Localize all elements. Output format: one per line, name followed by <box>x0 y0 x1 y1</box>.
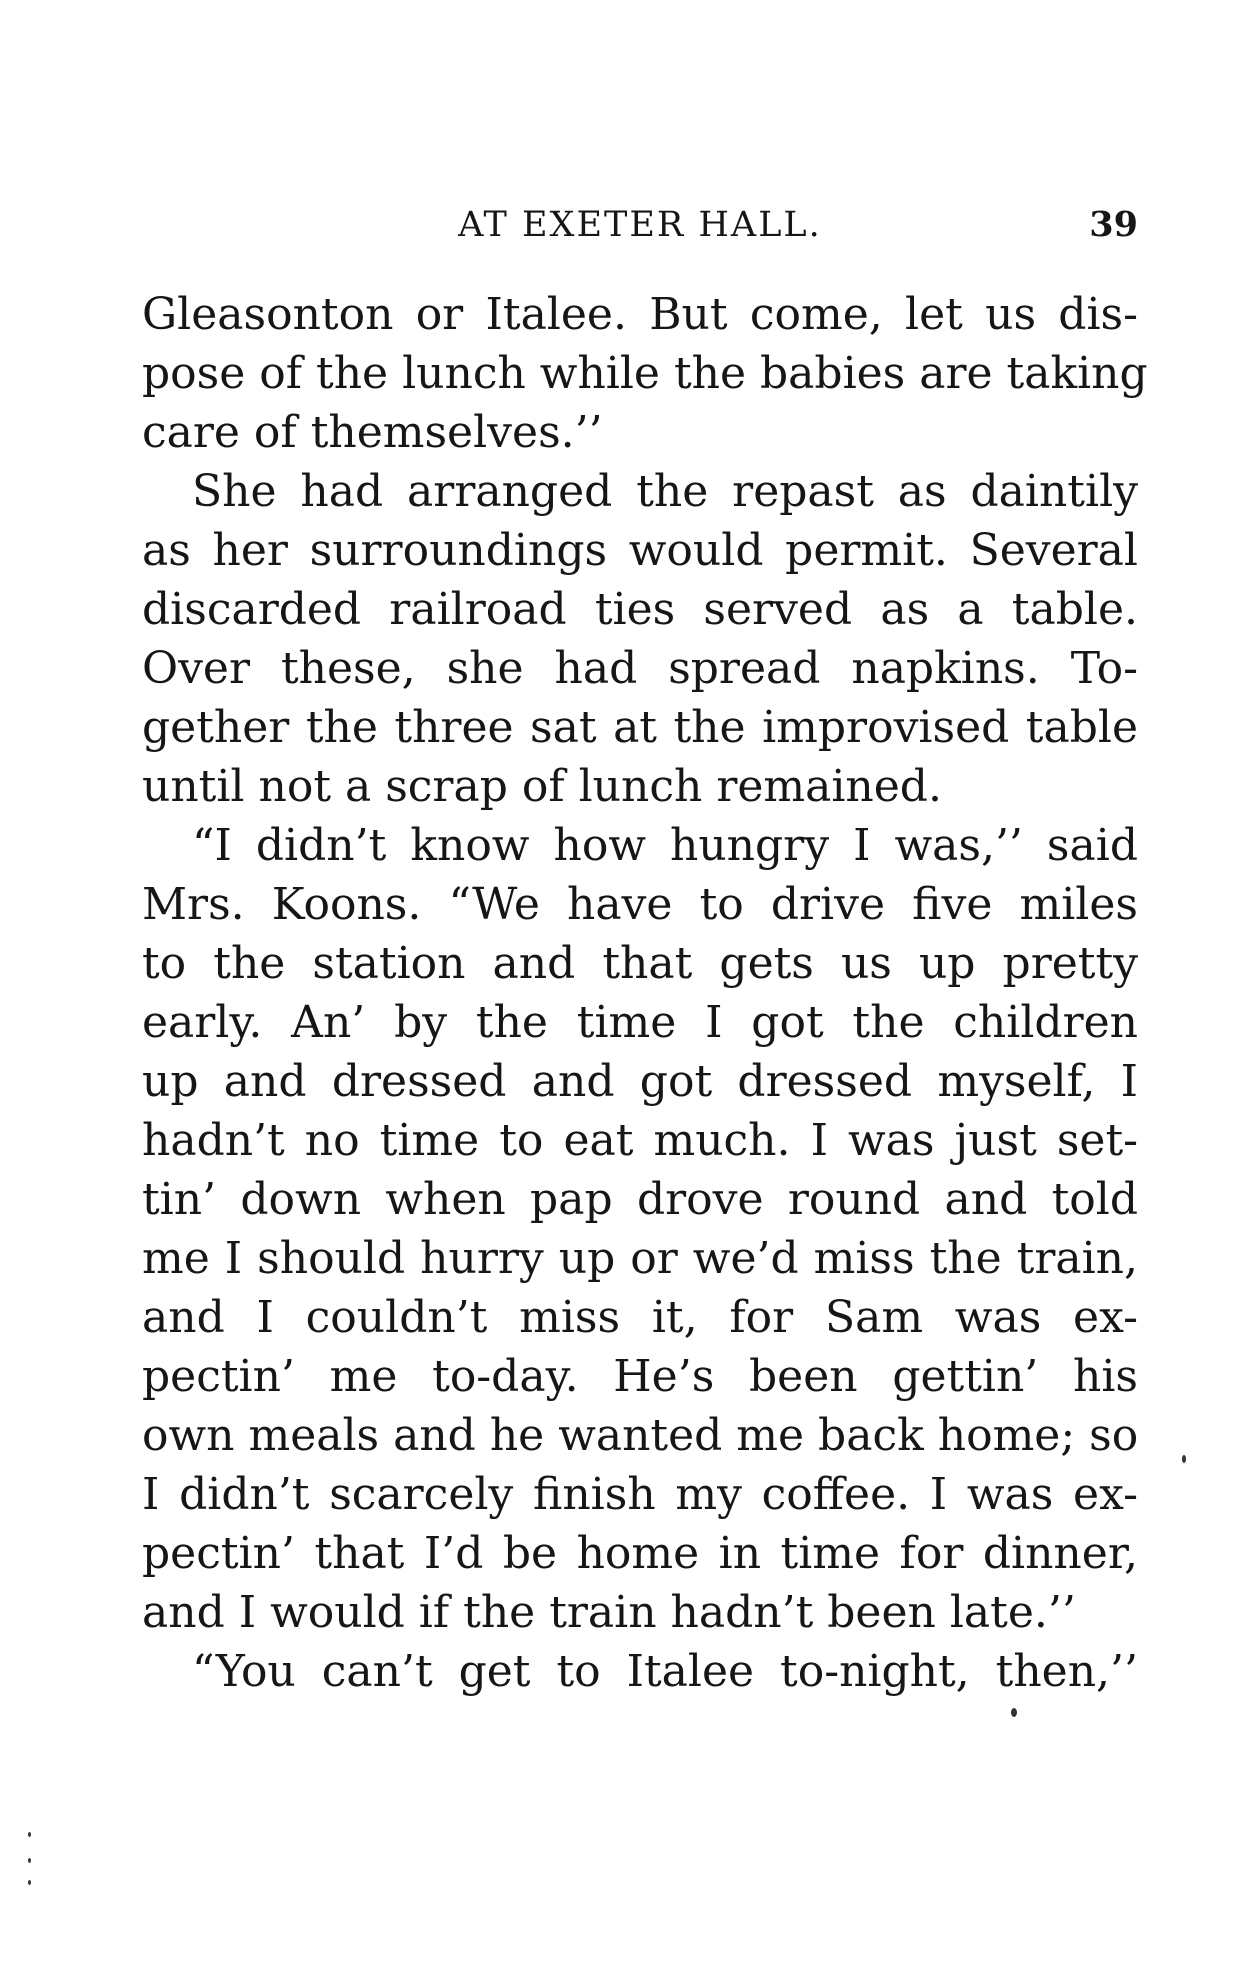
text-line: early. An’ by the time I got the children <box>142 997 1138 1048</box>
text-line: “I didn’t know how hungry I was,’’ said <box>192 820 1138 871</box>
print-speck <box>1182 1455 1186 1463</box>
page-number: 39 <box>1089 204 1138 245</box>
text-line: discarded railroad ties served as a table. <box>142 584 1138 635</box>
running-title: AT EXETER HALL. <box>458 205 822 245</box>
text-line: and I couldn’t miss it, for Sam was ex- <box>142 1292 1138 1343</box>
text-line: pose of the lunch while the babies are taking <box>142 348 1148 399</box>
body-text <box>142 285 1148 1701</box>
text-line: own meals and he wanted me back home; so <box>142 1410 1139 1461</box>
print-speck <box>28 1832 31 1837</box>
text-line: She had arranged the repast as daintily <box>192 466 1138 517</box>
text-line: Mrs. Koons. “We have to drive five miles <box>142 879 1138 930</box>
print-speck <box>1011 1708 1017 1717</box>
text-line: hadn’t no time to eat much. I was just set- <box>142 1115 1138 1166</box>
text-line: Over these, she had spread napkins. To- <box>142 643 1138 694</box>
text-line: care of themselves.’’ <box>142 407 603 458</box>
print-speck <box>28 1858 31 1863</box>
text-line: me I should hurry up or we’d miss the train, <box>142 1233 1138 1284</box>
text-line: pectin’ me to-day. He’s been gettin’ his <box>142 1351 1138 1402</box>
print-speck <box>28 1880 31 1885</box>
text-line: up and dressed and got dressed myself, I <box>142 1056 1138 1107</box>
text-line: to the station and that gets us up pretty <box>142 938 1138 989</box>
text-line: pectin’ that I’d be home in time for dinner, <box>142 1528 1138 1579</box>
text-line: tin’ down when pap drove round and told <box>142 1174 1138 1225</box>
text-line: and I would if the train hadn’t been late.’’ <box>142 1587 1076 1638</box>
text-line: “You can’t get to Italee to-night, then,’’ <box>192 1646 1138 1697</box>
text-line: Gleasonton or Italee. But come, let us dis- <box>142 289 1138 340</box>
text-line: until not a scrap of lunch remained. <box>142 761 942 812</box>
running-head <box>142 200 1138 250</box>
text-line: as her surroundings would permit. Several <box>142 525 1138 576</box>
text-line: I didn’t scarcely finish my coffee. I was ex- <box>142 1469 1138 1520</box>
text-line: gether the three sat at the improvised table <box>142 702 1138 753</box>
